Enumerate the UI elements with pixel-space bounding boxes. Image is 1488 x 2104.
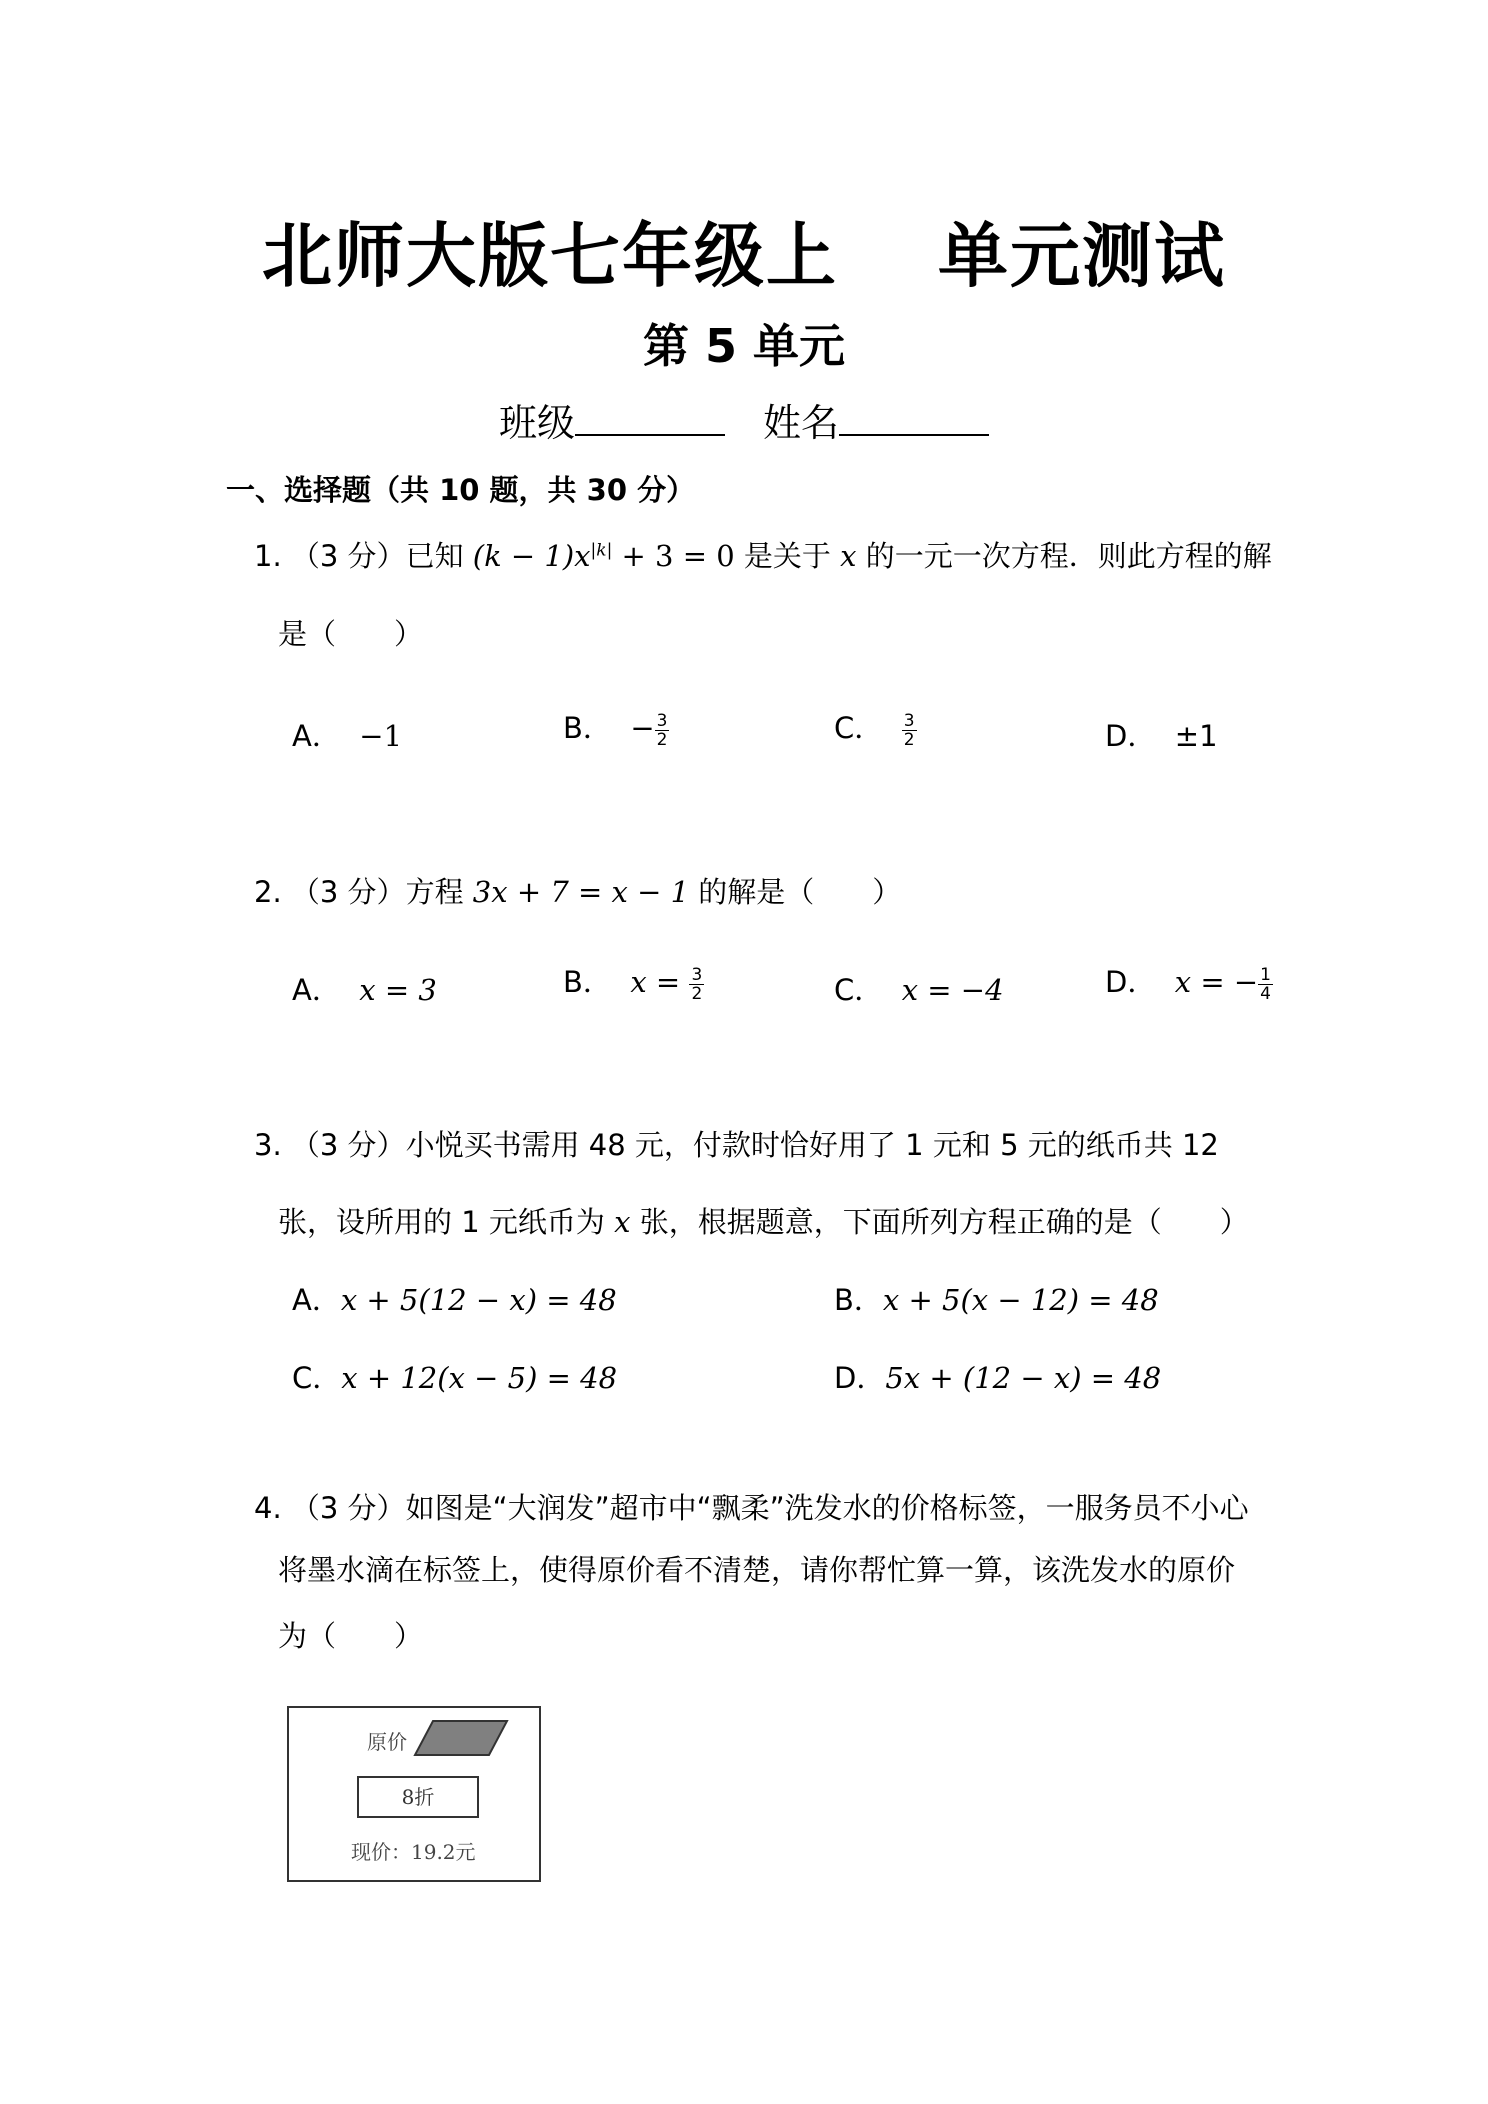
question-text: 元，付款时恰好用了 [634, 1128, 896, 1162]
current-price: 现价：19.2元 [351, 1840, 476, 1864]
q2-option-d[interactable]: D． x = − $\frac{1}{4}$ [1105, 964, 1271, 1004]
question-number-value: 1 [905, 1128, 924, 1162]
question-text: 元的纸币共 [1027, 1128, 1173, 1162]
question-number: 1. [254, 539, 282, 573]
question-number-value: 12 [1181, 1128, 1219, 1162]
q3-option-b[interactable]: B．x + 5(x − 12) = 48 [834, 1283, 1159, 1317]
q1-option-d[interactable]: D． ±1 [1105, 719, 1218, 753]
question-text: 张，根据题意，下面所列方程正确的是（ ） [639, 1205, 1249, 1239]
question-number: 3. [254, 1128, 282, 1162]
unit-subtitle: 第 5 单元 [642, 319, 846, 373]
page-title [0, 200, 1488, 301]
question-score: （3 分） [290, 1491, 406, 1525]
question-text: 方程 [405, 875, 464, 909]
question-4-line-3: 为（ ） [278, 1619, 424, 1653]
q1-option-c[interactable]: C． $\frac{3}{2}$ [834, 710, 915, 750]
q2-option-a[interactable]: A． x = 3 [292, 973, 437, 1007]
question-text: 元和 [932, 1128, 991, 1162]
q2-option-c[interactable]: C． x = −4 [834, 973, 1004, 1007]
question-text: 是关于 [743, 539, 831, 573]
question-text: 如图是“大润发”超市中“飘柔”洗发水的价格标签，一服务员不小心 [405, 1491, 1249, 1525]
question-4-line-1 [254, 1486, 1249, 1527]
q3-option-d[interactable]: D．5x + (12 − x) = 48 [834, 1361, 1162, 1395]
discount-box: 8折 [357, 1776, 479, 1818]
question-text: 的解是（ ） [698, 875, 902, 909]
question-formula: $(k - 1)x^{|k|} + 3 = 0$ [472, 539, 735, 573]
question-1-line-2: 是（ ） [278, 617, 424, 651]
question-score: （3 分） [290, 1128, 406, 1162]
original-price-label: 原价 [367, 1730, 407, 1754]
class-label: 班级 [498, 401, 575, 445]
question-2-line-1 [254, 870, 901, 911]
question-number-value: 48 [588, 1128, 626, 1162]
question-score: （3 分） [290, 875, 406, 909]
question-3-line-2 [278, 1200, 1249, 1241]
q3-option-a[interactable]: A．x + 5(12 − x) = 48 [292, 1283, 617, 1317]
ink-blot-icon [413, 1718, 509, 1758]
question-formula: 3x + 7 = x − 1 [472, 875, 690, 909]
question-var: x [840, 539, 857, 573]
question-text: 张，设所用的 [278, 1205, 453, 1239]
question-text: 已知 [405, 539, 464, 573]
question-text: 元纸币为 [488, 1205, 605, 1239]
question-text: 小悦买书需用 [405, 1128, 580, 1162]
title-left: 北师大版七年级上 [262, 215, 838, 297]
question-var: x [614, 1205, 631, 1239]
q2-option-b[interactable]: B． x = $\frac{3}{2}$ [563, 964, 703, 1004]
name-label: 姓名 [763, 401, 840, 445]
question-text: 的一元一次方程．则此方程的解 [865, 539, 1272, 573]
q1-option-b[interactable]: B． − $\frac{3}{2}$ [563, 710, 668, 750]
name-blank[interactable] [839, 398, 989, 436]
class-name-line [0, 392, 1488, 447]
question-number-value: 1 [461, 1205, 480, 1239]
question-3-line-1 [254, 1123, 1219, 1164]
question-number-value: 5 [1000, 1128, 1019, 1162]
q3-option-c[interactable]: C．x + 12(x − 5) = 48 [292, 1361, 618, 1395]
question-1-line-1 [254, 534, 1272, 575]
price-tag-figure [287, 1706, 541, 1882]
section-heading: 一、选择题（共 10 题，共 30 分） [226, 473, 696, 507]
title-right: 单元测试 [938, 215, 1226, 297]
question-score: （3 分） [290, 539, 406, 573]
q1-option-a[interactable]: A． −1 [292, 719, 403, 753]
class-blank[interactable] [575, 398, 725, 436]
question-4-line-2: 将墨水滴在标签上，使得原价看不清楚，请你帮忙算一算，该洗发水的原价 [278, 1553, 1236, 1587]
question-number: 4. [254, 1491, 282, 1525]
question-number: 2. [254, 875, 282, 909]
